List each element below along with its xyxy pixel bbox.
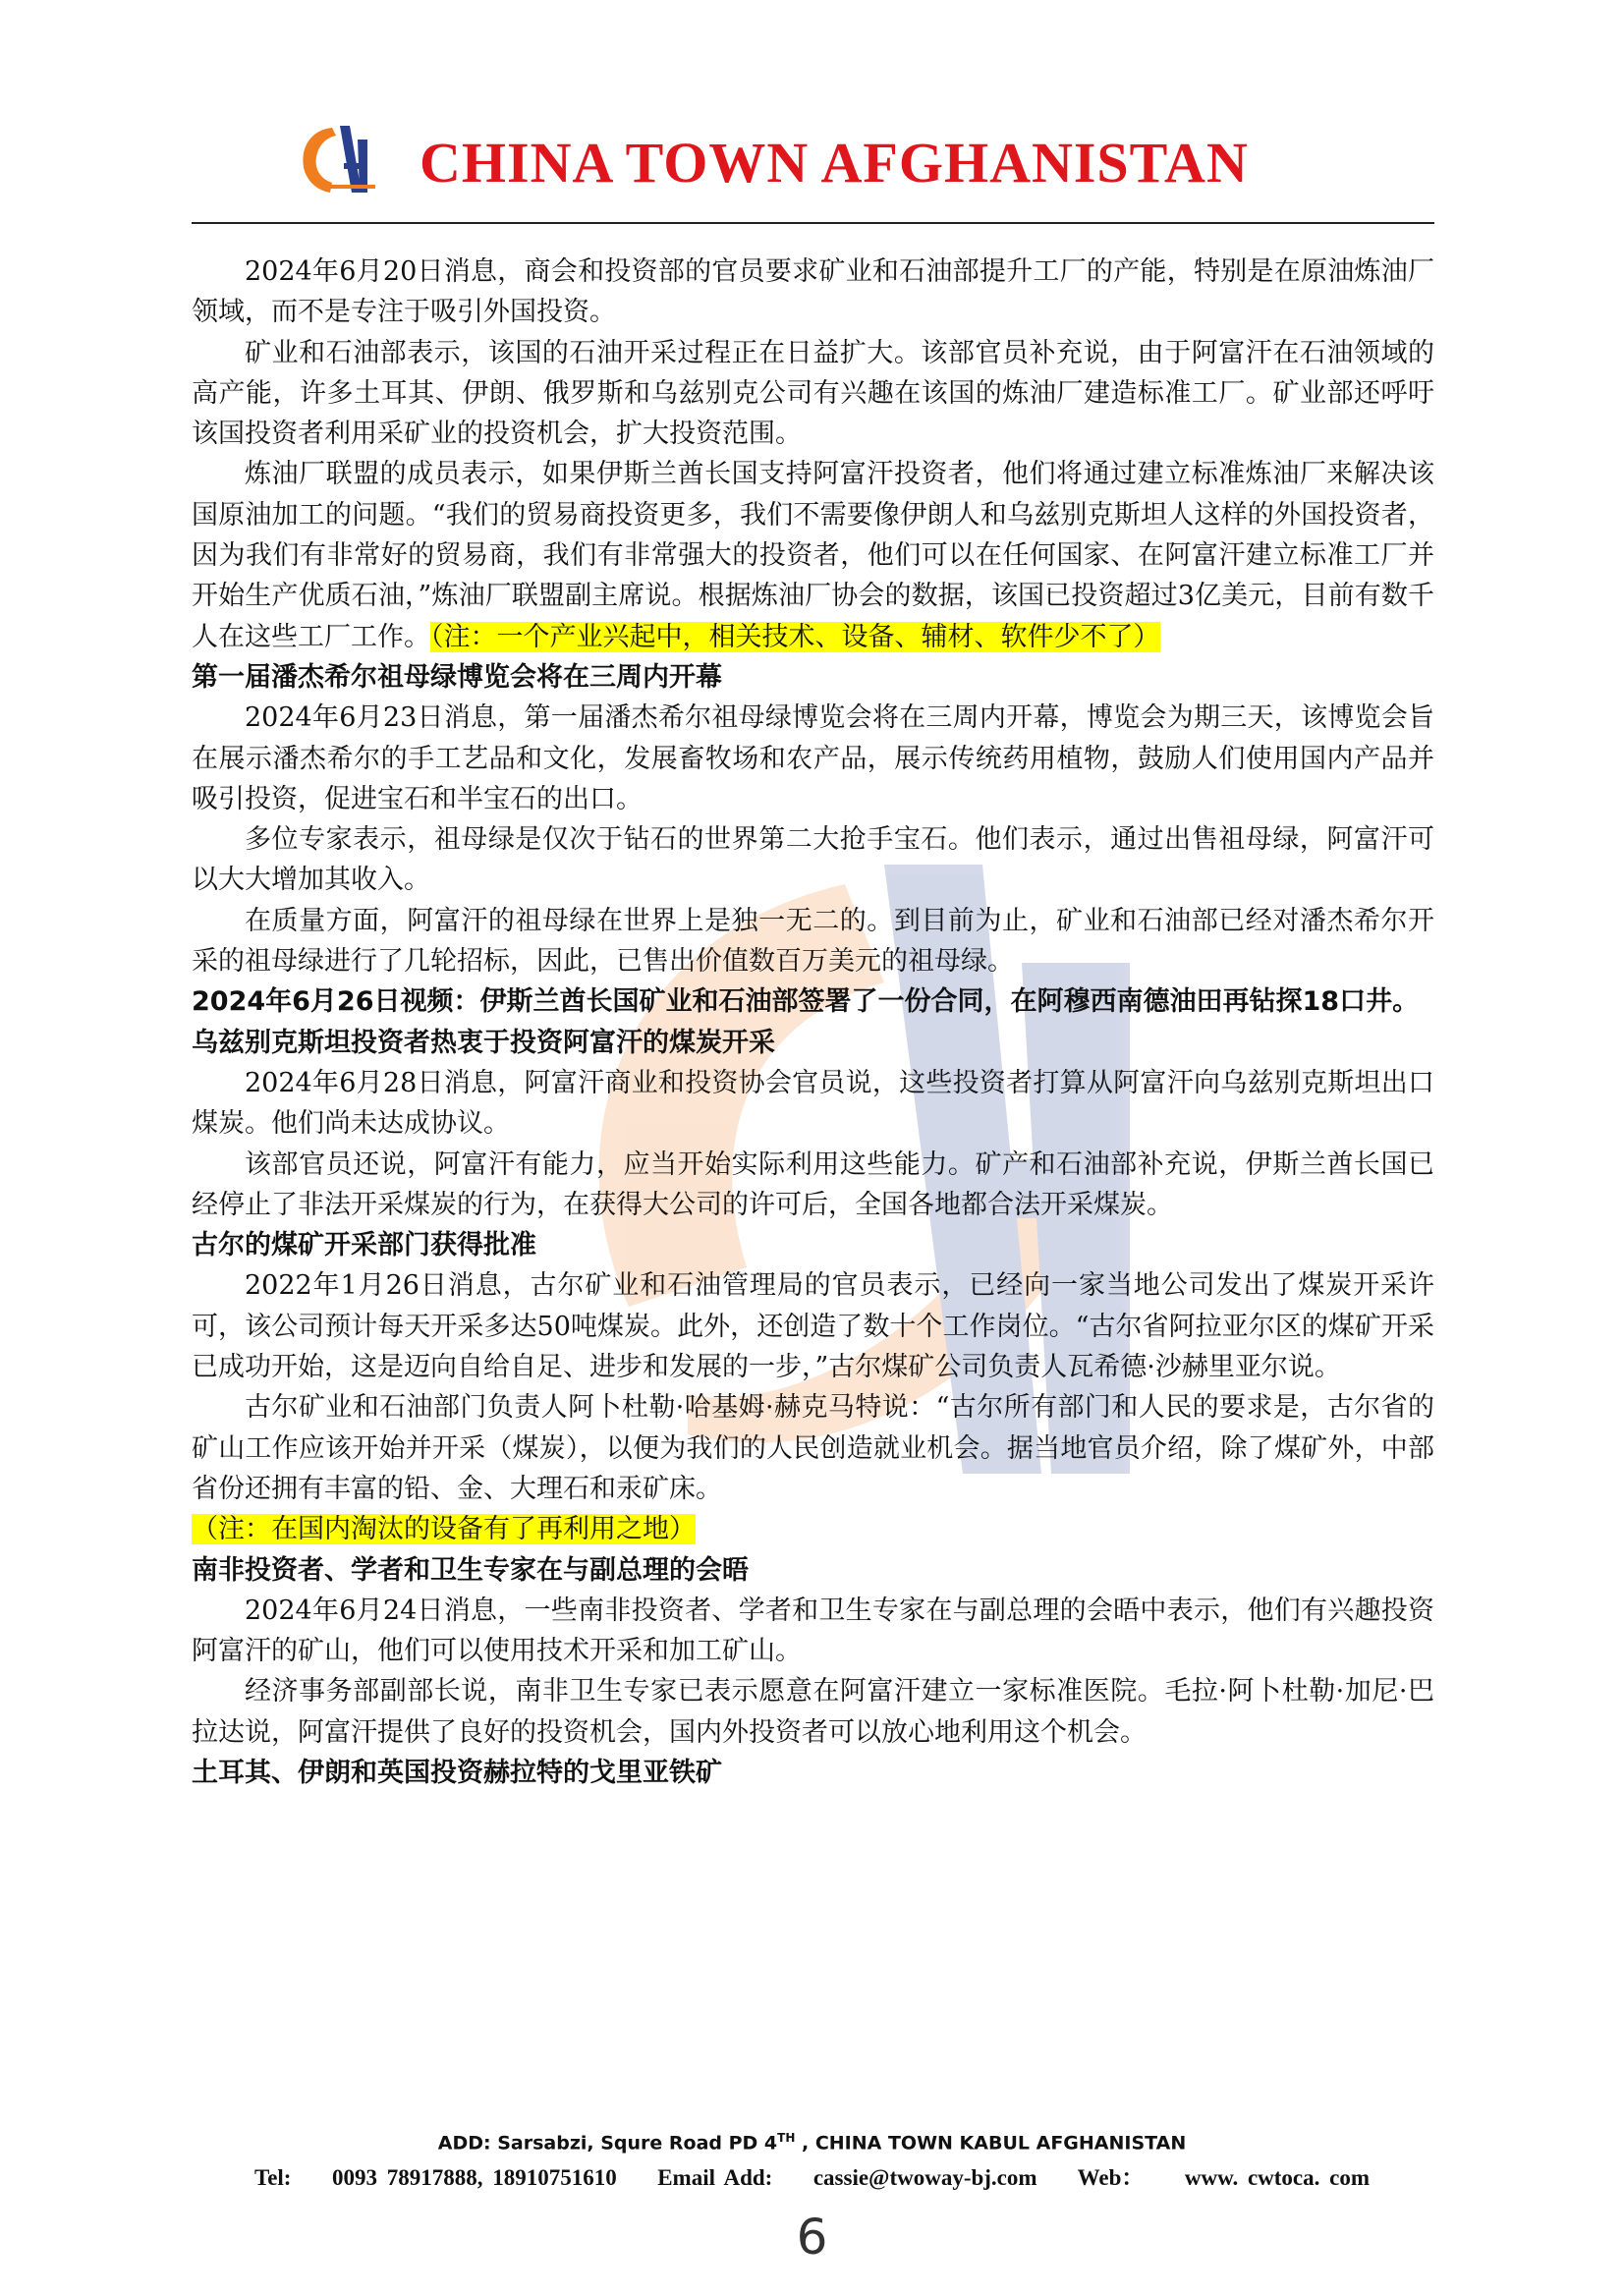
section-heading: 第一届潘杰希尔祖母绿博览会将在三周内开幕 [192,661,722,693]
page-footer [0,2120,1624,2196]
paragraph: 2024年6月28日消息，阿富汗商业和投资协会官员说，这些投资者打算从阿富汗向乌兹别克斯坦出口煤炭。他们尚未达成协议。 [192,1067,1434,1140]
tel-label: Tel: [253,2165,292,2191]
section-heading: 古尔的煤矿开采部门获得批准 [192,1230,536,1261]
paragraph: 该部官员还说，阿富汗有能力，应当开始实际利用这些能力。矿产和石油部补充说，伊斯兰酋长国已经停止了非法开采煤炭的行为，在获得大公司的许可后，全国各地都合法开采煤炭。 [192,1148,1434,1220]
email-label: Email Add: [657,2165,773,2191]
paragraph: 2024年6月20日消息，商会和投资部的官员要求矿业和石油部提升工厂的产能，特别是在原油炼油厂领域，而不是专注于吸引外国投资。 [192,256,1434,328]
paragraph: 经济事务部副部长说，南非卫生专家已表示愿意在阿富汗建立一家标准医院。毛拉·阿卜杜勒·加尼·巴拉达说，阿富汗提供了良好的投资机会，国内外投资者可以放心地利用这个机会。 [192,1676,1434,1748]
address-superscript: TH [777,2131,796,2145]
paragraph: 2024年6月23日消息，第一届潘杰希尔祖母绿博览会将在三周内开幕，博览会为期三天，该博览会旨在展示潘杰希尔的手工艺品和文化，发展畜牧场和农产品，展示传统药用植物，鼓励人们使用国内产品并吸引投资，促进宝石和半宝石的出口。 [192,702,1434,814]
paragraph-text: 炼油厂联盟的成员表示，如果伊斯兰酋长国支持阿富汗投资者，他们将通过建立标准炼油厂来解决该国原油加工的问题。“我们的贸易商投资更多，我们不需要像伊朗人和乌兹别克斯坦人这样的外国投资者，因为我们有非常好的贸易商，我们有非常强大的投资者，他们可以在任何国家、在阿富汗建立标准工厂并开始生产优质石油，”炼油厂联盟副主席说。根据炼油厂协会的数据，该国已投资超过3亿美元，目前有数千人在这些工厂工作。 [192,459,1434,652]
paragraph: 2024年6月24日消息，一些南非投资者、学者和卫生专家在与副总理的会晤中表示，他们有兴趣投资阿富汗的矿山，他们可以使用技术开采和加工矿山。 [192,1595,1434,1667]
footer-contact [0,2160,1624,2196]
address-text: ADD: Sarsabzi, Squre Road PD 4 [437,2132,778,2155]
address-text-suffix: , CHINA TOWN KABUL AFGHANISTAN [795,2132,1187,2155]
section-heading: 土耳其、伊朗和英国投资赫拉特的戈里亚铁矿 [192,1757,722,1788]
article-body [192,252,1434,1793]
cta-logo-icon [295,120,383,198]
paragraph: 多位专家表示，祖母绿是仅次于钻石的世界第二大抢手宝石。他们表示，通过出售祖母绿，阿富汗可以大大增加其收入。 [192,824,1434,896]
web-label: Web： [1077,2165,1145,2191]
brand-title: CHINA TOWN AFGHANISTAN [420,131,1249,195]
paragraph: 矿业和石油部表示，该国的石油开采过程正在日益扩大。该部官员补充说，由于阿富汗在石油领域的高产能，许多土耳其、伊朗、俄罗斯和乌兹别克公司有兴趣在该国的炼油厂建造标准工厂。矿业部还呼吁该国投资者利用采矿业的投资机会，扩大投资范围。 [192,337,1434,450]
highlighted-note: （注：在国内淘汰的设备有了再利用之地） [192,1514,696,1545]
header-divider [192,222,1434,224]
highlighted-note: （注：一个产业兴起中，相关技术、设备、辅材、软件少不了） [430,621,1160,652]
email-value: cassie@twoway-bj.com [812,2165,1037,2191]
paragraph: 古尔矿业和石油部门负责人阿卜杜勒·哈基姆·赫克马特说：“古尔所有部门和人民的要求是，古尔省的矿山工作应该开始并开采（煤炭），以便为我们的人民创造就业机会。据当地官员介绍，除了煤矿外，中部省份还拥有丰富的铅、金、大理石和汞矿床。 [192,1392,1434,1504]
page-header [192,108,1434,226]
web-value: www. cwtoca. com [1184,2165,1371,2191]
tel-value: 0093 78917888, 18910751610 [331,2165,617,2191]
section-heading: 乌兹别克斯坦投资者热衷于投资阿富汗的煤炭开采 [192,1027,775,1058]
section-heading: 南非投资者、学者和卫生专家在与副总理的会晤 [192,1554,749,1586]
note-line [192,1509,1434,1549]
paragraph: 在质量方面，阿富汗的祖母绿在世界上是独一无二的。到目前为止，矿业和石油部已经对潘杰希尔开采的祖母绿进行了几轮招标，因此，已售出价值数百万美元的祖母绿。 [192,905,1434,978]
paragraph [192,454,1434,656]
paragraph: 2022年1月26日消息，古尔矿业和石油管理局的官员表示，已经向一家当地公司发出了煤炭开采许可，该公司预计每天开采多达50吨煤炭。此外，还创造了数十个工作岗位。“古尔省阿拉亚尔区的煤矿开采已成功开始，这是迈向自给自足、进步和发展的一步，”古尔煤矿公司负责人瓦希德·沙赫里亚尔说。 [192,1270,1434,1383]
footer-address [0,2120,1624,2160]
section-heading: 2024年6月26日视频：伊斯兰酋长国矿业和石油部签署了一份合同，在阿穆西南德油田再钻探18口井。 [192,986,1420,1018]
page-number: 6 [796,2209,828,2266]
